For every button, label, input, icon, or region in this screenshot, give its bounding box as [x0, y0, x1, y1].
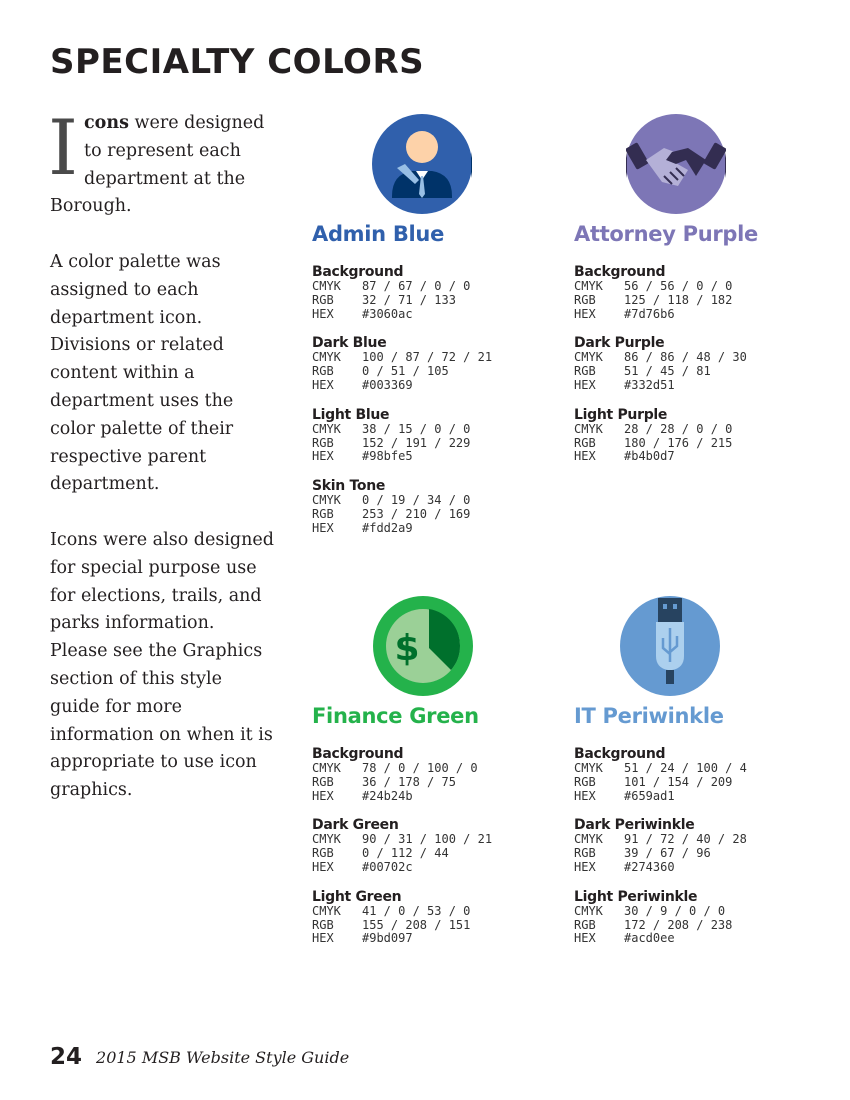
swatch-name: Background [312, 264, 404, 280]
hex-row: HEX #b4b0d7 [574, 449, 675, 464]
swatch-name: Dark Purple [574, 335, 665, 352]
swatch-group [312, 407, 492, 464]
swatch-group [574, 746, 747, 803]
cmyk-row: CMYK 87 / 67 / 0 / 0 [312, 279, 471, 293]
hex-row: HEX #98bfe5 [312, 449, 413, 464]
swatch-name: Skin Tone [312, 478, 386, 495]
cmyk-row: CMYK 86 / 86 / 48 / 30 [574, 350, 747, 365]
swatch-group [574, 407, 747, 464]
hex-value: #3060ac [362, 306, 413, 321]
palette-name-finance-green: Finance Green [312, 704, 479, 728]
cmyk-row: CMYK 90 / 31 / 100 / 21 [312, 832, 493, 847]
swatch-group [574, 335, 747, 392]
rgb-row: RGB 253 / 210 / 169 [312, 506, 471, 521]
hex-row: HEX #9bd097 [312, 931, 413, 946]
swatch-list-finance-green [312, 746, 492, 960]
intro-bold-word: cons [84, 113, 129, 133]
rgb-value: 152 / 191 / 229 [362, 435, 471, 450]
rgb-row: RGB 180 / 176 / 215 [574, 435, 733, 450]
hex-row: HEX #00702c [312, 859, 413, 874]
hex-value: #acd0ee [624, 931, 675, 946]
swatch-group [312, 817, 492, 874]
swatch-name: Background [574, 746, 666, 762]
svg-text:$: $ [394, 628, 420, 669]
swatch-group [312, 335, 492, 392]
hex-value: #332d51 [624, 377, 675, 392]
cmyk-row: CMYK 51 / 24 / 100 / 4 [574, 761, 747, 775]
palette-name-it-periwinkle: IT Periwinkle [574, 704, 724, 728]
rgb-row: RGB 101 / 154 / 209 [574, 774, 733, 789]
hex-value: #003369 [362, 377, 413, 392]
intro-paragraph-3: Icons were also designed for special purpose use for elections, trails, and parks information. Please see the Graphics section of this style guide for more information on when it is appropriate to use icon graphics. [50, 529, 274, 801]
cmyk-value: 90 / 31 / 100 / 21 [362, 832, 493, 847]
cmyk-value: 86 / 86 / 48 / 30 [624, 350, 747, 365]
swatch-name: Light Purple [574, 406, 668, 423]
cmyk-row: CMYK 0 / 19 / 34 / 0 [312, 493, 471, 508]
swatch-list-attorney-purple [574, 264, 747, 478]
handshake-icon [626, 114, 726, 214]
rgb-value: 253 / 210 / 169 [362, 506, 471, 521]
cmyk-value: 30 / 9 / 0 / 0 [624, 903, 726, 918]
hex-value: #00702c [362, 859, 413, 874]
intro-paragraph-2: A color palette was assigned to each department icon. Divisions or related content within a department uses the color palette of their respective parent department. [50, 251, 234, 495]
hex-value: #fdd2a9 [362, 520, 413, 535]
swatch-group [574, 817, 747, 874]
cmyk-value: 100 / 87 / 72 / 21 [362, 350, 493, 365]
swatch-group [312, 264, 492, 321]
rgb-row: RGB 36 / 178 / 75 [312, 774, 456, 789]
hex-value: #9bd097 [362, 931, 413, 946]
rgb-value: 0 / 51 / 105 [362, 364, 449, 379]
hex-row: HEX #3060ac [312, 306, 413, 321]
rgb-row: RGB 125 / 118 / 182 [574, 292, 733, 307]
rgb-row: RGB 0 / 51 / 105 [312, 364, 449, 379]
dollar-pie-chart-icon [373, 596, 473, 696]
cmyk-value: 38 / 15 / 0 / 0 [362, 421, 471, 436]
cmyk-row: CMYK 38 / 15 / 0 / 0 [312, 421, 471, 436]
rgb-row: RGB 172 / 208 / 238 [574, 917, 733, 932]
hex-value: #274360 [624, 859, 675, 874]
hex-row: HEX #274360 [574, 859, 675, 874]
rgb-value: 32 / 71 / 133 [362, 292, 456, 307]
hex-value: #98bfe5 [362, 449, 413, 464]
swatch-name: Light Green [312, 888, 402, 905]
intro-text [48, 103, 275, 833]
swatch-group [312, 478, 492, 535]
rgb-value: 101 / 154 / 209 [624, 774, 733, 789]
rgb-value: 172 / 208 / 238 [624, 917, 733, 932]
usb-plug-icon [620, 596, 720, 696]
admin-person-icon [372, 114, 472, 214]
document-title: 2015 MSB Website Style Guide [96, 1048, 350, 1067]
hex-row: HEX #7d76b6 [574, 306, 675, 321]
rgb-value: 125 / 118 / 182 [624, 292, 733, 307]
swatch-name: Dark Blue [312, 335, 387, 352]
cmyk-value: 51 / 24 / 100 / 4 [624, 761, 747, 775]
swatch-group [312, 746, 492, 803]
rgb-row: RGB 39 / 67 / 96 [574, 846, 711, 861]
hex-value: #b4b0d7 [624, 449, 675, 464]
cmyk-row: CMYK 78 / 0 / 100 / 0 [312, 761, 478, 775]
page-title: SPECIALTY COLORS [50, 42, 425, 82]
swatch-name: Light Periwinkle [574, 888, 698, 905]
cmyk-value: 28 / 28 / 0 / 0 [624, 421, 733, 436]
cmyk-row: CMYK 28 / 28 / 0 / 0 [574, 421, 733, 436]
palette-name-attorney-purple: Attorney Purple [574, 222, 758, 246]
hex-value: #24b24b [362, 788, 413, 803]
rgb-row: RGB 51 / 45 / 81 [574, 364, 711, 379]
hex-value: #659ad1 [624, 788, 675, 803]
rgb-value: 51 / 45 / 81 [624, 364, 711, 379]
rgb-value: 0 / 112 / 44 [362, 846, 449, 861]
swatch-name: Light Blue [312, 406, 390, 423]
rgb-value: 180 / 176 / 215 [624, 435, 733, 450]
cmyk-value: 87 / 67 / 0 / 0 [362, 279, 471, 293]
intro-paragraph-1 [48, 103, 275, 221]
rgb-value: 36 / 178 / 75 [362, 774, 456, 789]
swatch-name: Dark Green [312, 817, 399, 834]
swatch-list-admin-blue [312, 264, 492, 550]
cmyk-row: CMYK 100 / 87 / 72 / 21 [312, 350, 493, 365]
swatch-name: Background [574, 264, 666, 280]
cmyk-value: 91 / 72 / 40 / 28 [624, 832, 747, 847]
hex-row: HEX #fdd2a9 [312, 520, 413, 535]
cmyk-value: 41 / 0 / 53 / 0 [362, 903, 471, 918]
swatch-name: Dark Periwinkle [574, 817, 695, 834]
cmyk-row: CMYK 56 / 56 / 0 / 0 [574, 279, 733, 293]
hex-value: #7d76b6 [624, 306, 675, 321]
cmyk-row: CMYK 91 / 72 / 40 / 28 [574, 832, 747, 847]
rgb-row: RGB 152 / 191 / 229 [312, 435, 471, 450]
page-number: 24 [50, 1044, 83, 1070]
cmyk-row: CMYK 41 / 0 / 53 / 0 [312, 903, 471, 918]
cmyk-value: 56 / 56 / 0 / 0 [624, 279, 733, 293]
rgb-row: RGB 155 / 208 / 151 [312, 917, 471, 932]
palette-name-admin-blue: Admin Blue [312, 222, 445, 246]
swatch-list-it-periwinkle [574, 746, 747, 960]
rgb-value: 39 / 67 / 96 [624, 846, 711, 861]
hex-row: HEX #003369 [312, 377, 413, 392]
swatch-group [312, 889, 492, 946]
cmyk-row: CMYK 30 / 9 / 0 / 0 [574, 903, 726, 918]
page-footer [50, 1044, 349, 1070]
cmyk-value: 78 / 0 / 100 / 0 [362, 761, 478, 775]
drop-cap: I [48, 103, 79, 192]
swatch-group [574, 264, 747, 321]
cmyk-value: 0 / 19 / 34 / 0 [362, 493, 471, 508]
hex-row: HEX #332d51 [574, 377, 675, 392]
swatch-group [574, 889, 747, 946]
hex-row: HEX #659ad1 [574, 788, 675, 803]
swatch-name: Background [312, 746, 404, 762]
hex-row: HEX #24b24b [312, 788, 413, 803]
intro-paragraph-1-rest: were designed to represent each department at the Borough. [50, 113, 265, 217]
rgb-value: 155 / 208 / 151 [362, 917, 471, 932]
rgb-row: RGB 0 / 112 / 44 [312, 846, 449, 861]
rgb-row: RGB 32 / 71 / 133 [312, 292, 456, 307]
hex-row: HEX #acd0ee [574, 931, 675, 946]
